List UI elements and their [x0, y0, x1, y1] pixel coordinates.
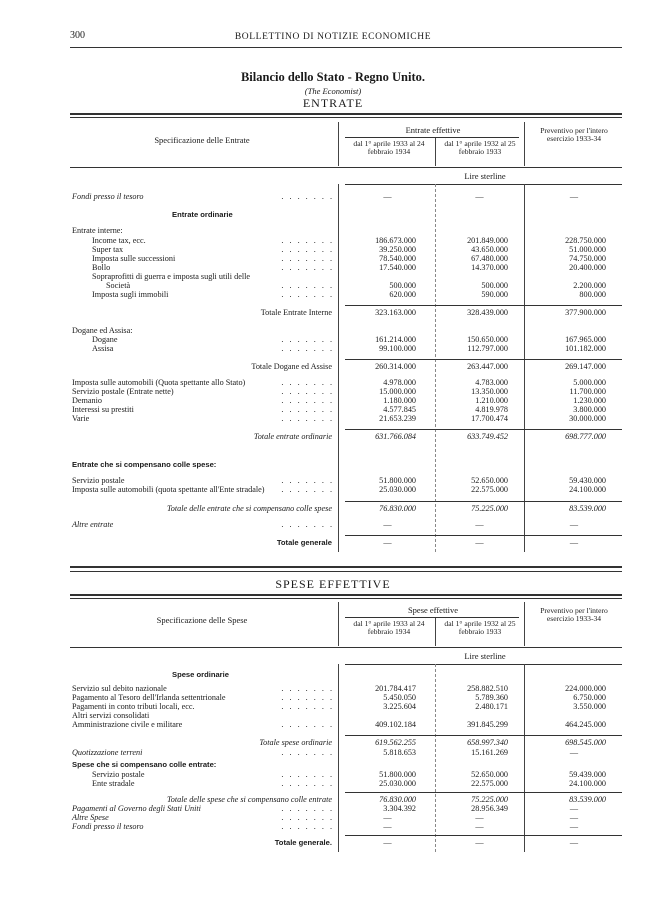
cell-dash: — — [569, 520, 579, 529]
row-label: Demanio — [72, 396, 103, 405]
cell-dash: — — [383, 838, 392, 847]
row-label: Totale entrate ordinarie — [253, 432, 332, 441]
cell-value: 78.540.000 — [379, 254, 416, 263]
leader-dots: . . . . . . . — [281, 748, 334, 757]
row-label: Servizio postale (Entrate nette) — [72, 387, 174, 396]
cell-dash: — — [569, 748, 579, 757]
row-label: Fondi presso il tesoro — [72, 822, 144, 831]
cell-value: 4.783.000 — [475, 378, 508, 387]
body-divider — [338, 184, 339, 552]
cell-dash: — — [569, 804, 579, 813]
leader-dots: . . . . . . . — [281, 281, 334, 290]
cell-value: 28.956.349 — [471, 804, 508, 813]
cell-value: 83.539.000 — [569, 795, 606, 804]
cell-dash: — — [475, 838, 484, 847]
total-rule — [345, 835, 622, 836]
unit-rule — [345, 664, 622, 665]
cell-value: 377.900.000 — [565, 308, 606, 317]
row-label: Imposta sugli immobili — [92, 290, 169, 299]
leader-dots: . . . . . . . — [281, 396, 334, 405]
total-rule — [345, 501, 622, 502]
leader-dots: . . . . . . . — [281, 254, 334, 263]
cell-value: 409.102.184 — [375, 720, 416, 729]
cell-value: 21.653.239 — [379, 414, 416, 423]
cell-dash: — — [569, 838, 579, 847]
cell-value: 22.575.000 — [471, 485, 508, 494]
column-header-effettive: Spese effettive — [407, 605, 459, 615]
row-label: Spese ordinarie — [172, 670, 229, 679]
cell-value: 51.000.000 — [569, 245, 606, 254]
column-header-previous: dal 1° aprile 1932 al 25 febbraio 1933 — [444, 619, 516, 637]
column-header-spec: Specificazione delle Spese — [156, 615, 248, 625]
header-divider — [435, 618, 436, 646]
body-divider — [338, 664, 339, 852]
cell-value: 25.030.000 — [379, 485, 416, 494]
row-label: Assisa — [92, 344, 114, 353]
row-label: Quotizzazione terreni — [72, 748, 143, 757]
row-label: Servizio sul debito nazionale — [72, 684, 167, 693]
cell-dash: — — [569, 538, 579, 547]
cell-value: 186.673.000 — [375, 236, 416, 245]
header-bottom-rule — [70, 167, 622, 168]
cell-value: 43.650.000 — [471, 245, 508, 254]
cell-value: 658.997.340 — [467, 738, 508, 747]
row-label: Altre Spese — [72, 813, 109, 822]
body-divider — [435, 664, 436, 852]
cell-value: 2.480.171 — [475, 702, 508, 711]
leader-dots: . . . . . . . — [281, 693, 334, 702]
row-label: Fondi presso il tesoro — [72, 192, 144, 201]
cell-value: 76.830.000 — [379, 795, 416, 804]
cell-value: 101.182.000 — [565, 344, 606, 353]
source-note: (The Economist) — [304, 86, 362, 96]
cell-value: 161.214.000 — [375, 335, 416, 344]
row-label: Totale delle spese che si compensano colle entrate — [166, 795, 332, 804]
leader-dots: . . . . . . . — [281, 822, 334, 831]
row-label: Amministrazione civile e militare — [72, 720, 183, 729]
leader-dots: . . . . . . . — [281, 770, 334, 779]
total-rule — [345, 735, 622, 736]
row-label: Totale Dogane ed Assise — [251, 362, 332, 371]
cell-value: 74.750.000 — [569, 254, 606, 263]
cell-value: 6.750.000 — [573, 693, 606, 702]
cell-value: 4.577.845 — [383, 405, 416, 414]
total-rule — [345, 792, 622, 793]
row-label: Income tax, ecc. — [92, 236, 146, 245]
cell-value: 75.225.000 — [471, 504, 508, 513]
cell-value: 5.000.000 — [573, 378, 606, 387]
leader-dots: . . . . . . . — [281, 804, 334, 813]
column-header-forecast: Preventivo per l'intero esercizio 1933-34 — [540, 126, 608, 144]
cell-dash: — — [475, 822, 484, 831]
cell-value: 11.700.000 — [569, 387, 606, 396]
cell-value: 633.749.452 — [467, 432, 508, 441]
header-divider — [338, 122, 339, 166]
row-label: Società — [106, 281, 131, 290]
leader-dots: . . . . . . . — [281, 245, 334, 254]
cell-dash: — — [475, 813, 484, 822]
row-label: Bollo — [92, 263, 111, 272]
separator-rule — [70, 566, 622, 568]
cell-value: 269.147.000 — [565, 362, 606, 371]
cell-value: 3.304.392 — [383, 804, 416, 813]
column-header-current: dal 1° aprile 1933 al 24 febbraio 1934 — [353, 139, 425, 157]
leader-dots: . . . . . . . — [281, 684, 334, 693]
row-label: Altre entrate — [72, 520, 114, 529]
cell-value: 590.000 — [481, 290, 508, 299]
row-label: Dogane — [92, 335, 118, 344]
header-rule — [345, 617, 519, 618]
document-title: Bilancio dello Stato - Regno Unito. — [240, 70, 426, 84]
leader-dots: . . . . . . . — [281, 236, 334, 245]
cell-dash: — — [383, 520, 392, 529]
cell-value: 800.000 — [579, 290, 606, 299]
page-number: 300 — [70, 30, 85, 41]
header-bottom-rule — [70, 647, 622, 648]
row-label: Imposta sulle automobili (quota spettante all'Ente stradale) — [72, 485, 265, 494]
cell-value: 75.225.000 — [471, 795, 508, 804]
cell-value: 39.250.000 — [379, 245, 416, 254]
row-label: Servizio postale — [72, 476, 125, 485]
header-divider — [524, 122, 525, 166]
leader-dots: . . . . . . . — [281, 813, 334, 822]
row-label: Pagamenti al Governo degli Stati Uniti — [72, 804, 201, 813]
leader-dots: . . . . . . . — [281, 378, 334, 387]
row-label: Entrate ordinarie — [172, 210, 233, 219]
leader-dots: . . . . . . . — [281, 702, 334, 711]
leader-dots: . . . . . . . — [281, 290, 334, 299]
cell-value: 83.539.000 — [569, 504, 606, 513]
row-label: Pagamento al Tesoro dell'Irlanda settentrionale — [72, 693, 226, 702]
entrate-top-rule — [70, 113, 622, 115]
cell-value: 99.100.000 — [379, 344, 416, 353]
cell-value: 15.161.269 — [471, 748, 508, 757]
column-header-effettive: Entrate effettive — [405, 125, 461, 135]
cell-value: 4.978.000 — [383, 378, 416, 387]
body-divider — [524, 664, 525, 852]
cell-value: 15.000.000 — [379, 387, 416, 396]
cell-dash: — — [569, 822, 579, 831]
cell-value: 5.818.653 — [383, 748, 416, 757]
row-label: Interessi su prestiti — [72, 405, 134, 414]
cell-value: 167.965.000 — [565, 335, 606, 344]
cell-dash: — — [383, 192, 392, 201]
cell-value: 52.650.000 — [471, 476, 508, 485]
cell-value: 328.439.000 — [467, 308, 508, 317]
row-label: Servizio postale — [92, 770, 145, 779]
row-label: Dogane ed Assisa: — [72, 326, 133, 335]
cell-value: 5.789.360 — [475, 693, 508, 702]
header-rule — [345, 137, 519, 138]
body-divider — [435, 184, 436, 552]
leader-dots: . . . . . . . — [281, 779, 334, 788]
cell-value: 3.800.000 — [573, 405, 606, 414]
header-divider — [338, 602, 339, 646]
cell-value: 500.000 — [481, 281, 508, 290]
spese-heading: SPESE EFFETTIVE — [275, 577, 391, 591]
row-label: Totale generale. — [274, 838, 332, 847]
leader-dots: . . . . . . . — [281, 335, 334, 344]
cell-value: 150.650.000 — [467, 335, 508, 344]
leader-dots: . . . . . . . — [281, 414, 334, 423]
cell-value: 52.650.000 — [471, 770, 508, 779]
total-rule — [345, 305, 622, 306]
cell-value: 24.100.000 — [569, 779, 606, 788]
row-label: Varie — [72, 414, 90, 423]
leader-dots: . . . . . . . — [281, 263, 334, 272]
cell-value: 22.575.000 — [471, 779, 508, 788]
cell-dash: — — [475, 538, 484, 547]
cell-value: 698.777.000 — [565, 432, 606, 441]
row-label: Ente stradale — [92, 779, 135, 788]
cell-value: 391.845.299 — [467, 720, 508, 729]
row-label: Pagamenti in conto tributi locali, ecc. — [72, 702, 195, 711]
cell-value: 464.245.000 — [565, 720, 606, 729]
header-divider — [524, 602, 525, 646]
cell-value: 620.000 — [389, 290, 416, 299]
cell-value: 1.210.000 — [475, 396, 508, 405]
body-divider — [524, 184, 525, 552]
cell-value: 51.800.000 — [379, 476, 416, 485]
row-label: Spese che si compensano colle entrate: — [72, 760, 217, 769]
leader-dots: . . . . . . . — [281, 387, 334, 396]
row-label: Totale Entrate Interne — [260, 308, 332, 317]
leader-dots: . . . . . . . — [281, 344, 334, 353]
entrate-top-rule-2 — [70, 117, 622, 118]
leader-dots: . . . . . . . — [281, 720, 334, 729]
cell-value: 5.450.050 — [383, 693, 416, 702]
row-label: Altri servizi consolidati — [72, 711, 150, 720]
spese-top-rule-2 — [70, 598, 622, 599]
header-rule — [70, 47, 622, 48]
cell-value: 25.030.000 — [379, 779, 416, 788]
cell-value: 59.439.000 — [569, 770, 606, 779]
cell-dash: — — [569, 192, 579, 201]
leader-dots: . . . . . . . — [281, 476, 334, 485]
cell-value: 76.830.000 — [379, 504, 416, 513]
separator-rule-2 — [70, 571, 622, 572]
cell-value: 260.314.000 — [375, 362, 416, 371]
cell-dash: — — [475, 192, 484, 201]
column-header-previous: dal 1° aprile 1932 al 25 febbraio 1933 — [444, 139, 516, 157]
total-rule — [345, 429, 622, 430]
cell-value: 51.800.000 — [379, 770, 416, 779]
row-label: Totale delle entrate che si compensano colle spese — [166, 504, 332, 513]
cell-dash: — — [569, 813, 579, 822]
unit-label: Lire sterline — [464, 651, 506, 661]
cell-value: 20.400.000 — [569, 263, 606, 272]
row-label: Totale generale — [276, 538, 332, 547]
column-header-forecast: Preventivo per l'intero esercizio 1933-34 — [540, 606, 608, 624]
header-divider — [435, 138, 436, 166]
column-header-current: dal 1° aprile 1933 al 24 febbraio 1934 — [353, 619, 425, 637]
running-head: BOLLETTINO DI NOTIZIE ECONOMICHE — [234, 32, 432, 42]
leader-dots: . . . . . . . — [281, 192, 334, 201]
cell-value: 3.225.604 — [383, 702, 416, 711]
unit-rule — [345, 184, 622, 185]
cell-value: 67.480.000 — [471, 254, 508, 263]
cell-value: 619.562.255 — [375, 738, 416, 747]
row-label: Imposta sulle automobili (Quota spettante allo Stato) — [72, 378, 246, 387]
cell-value: 1.230.000 — [573, 396, 606, 405]
cell-value: 17.540.000 — [379, 263, 416, 272]
cell-value: 224.000.000 — [565, 684, 606, 693]
row-label: Sopraprofitti di guerra e imposta sugli utili delle — [92, 272, 251, 281]
total-rule — [345, 535, 622, 536]
row-label: Entrate che si compensano colle spese: — [72, 460, 217, 469]
unit-label: Lire sterline — [464, 171, 506, 181]
total-rule — [345, 359, 622, 360]
cell-value: 500.000 — [389, 281, 416, 290]
cell-value: 112.797.000 — [467, 344, 508, 353]
cell-dash: — — [383, 813, 392, 822]
cell-value: 1.180.000 — [383, 396, 416, 405]
spese-top-rule — [70, 594, 622, 596]
column-header-spec: Specificazione delle Entrate — [154, 135, 250, 145]
cell-dash: — — [475, 520, 484, 529]
row-label: Super tax — [92, 245, 124, 254]
row-label: Imposta sulle successioni — [92, 254, 176, 263]
row-label: Totale spese ordinarie — [259, 738, 332, 747]
cell-value: 4.819.978 — [475, 405, 508, 414]
cell-value: 258.882.510 — [467, 684, 508, 693]
row-label: Entrate interne: — [72, 226, 123, 235]
cell-value: 263.447.000 — [467, 362, 508, 371]
leader-dots: . . . . . . . — [281, 520, 334, 529]
entrate-heading: ENTRATE — [302, 96, 364, 110]
cell-value: 17.700.474 — [471, 414, 508, 423]
cell-value: 59.430.000 — [569, 476, 606, 485]
cell-dash: — — [383, 822, 392, 831]
cell-value: 24.100.000 — [569, 485, 606, 494]
cell-value: 13.350.000 — [471, 387, 508, 396]
cell-value: 30.000.000 — [569, 414, 606, 423]
cell-value: 201.784.417 — [375, 684, 416, 693]
cell-value: 698.545.000 — [565, 738, 606, 747]
cell-dash: — — [383, 538, 392, 547]
leader-dots: . . . . . . . — [281, 485, 334, 494]
cell-value: 3.550.000 — [573, 702, 606, 711]
cell-value: 323.163.000 — [375, 308, 416, 317]
leader-dots: . . . . . . . — [281, 405, 334, 414]
cell-value: 228.750.000 — [565, 236, 606, 245]
cell-value: 14.370.000 — [471, 263, 508, 272]
cell-value: 201.849.000 — [467, 236, 508, 245]
cell-value: 631.766.084 — [375, 432, 416, 441]
cell-value: 2.200.000 — [573, 281, 606, 290]
